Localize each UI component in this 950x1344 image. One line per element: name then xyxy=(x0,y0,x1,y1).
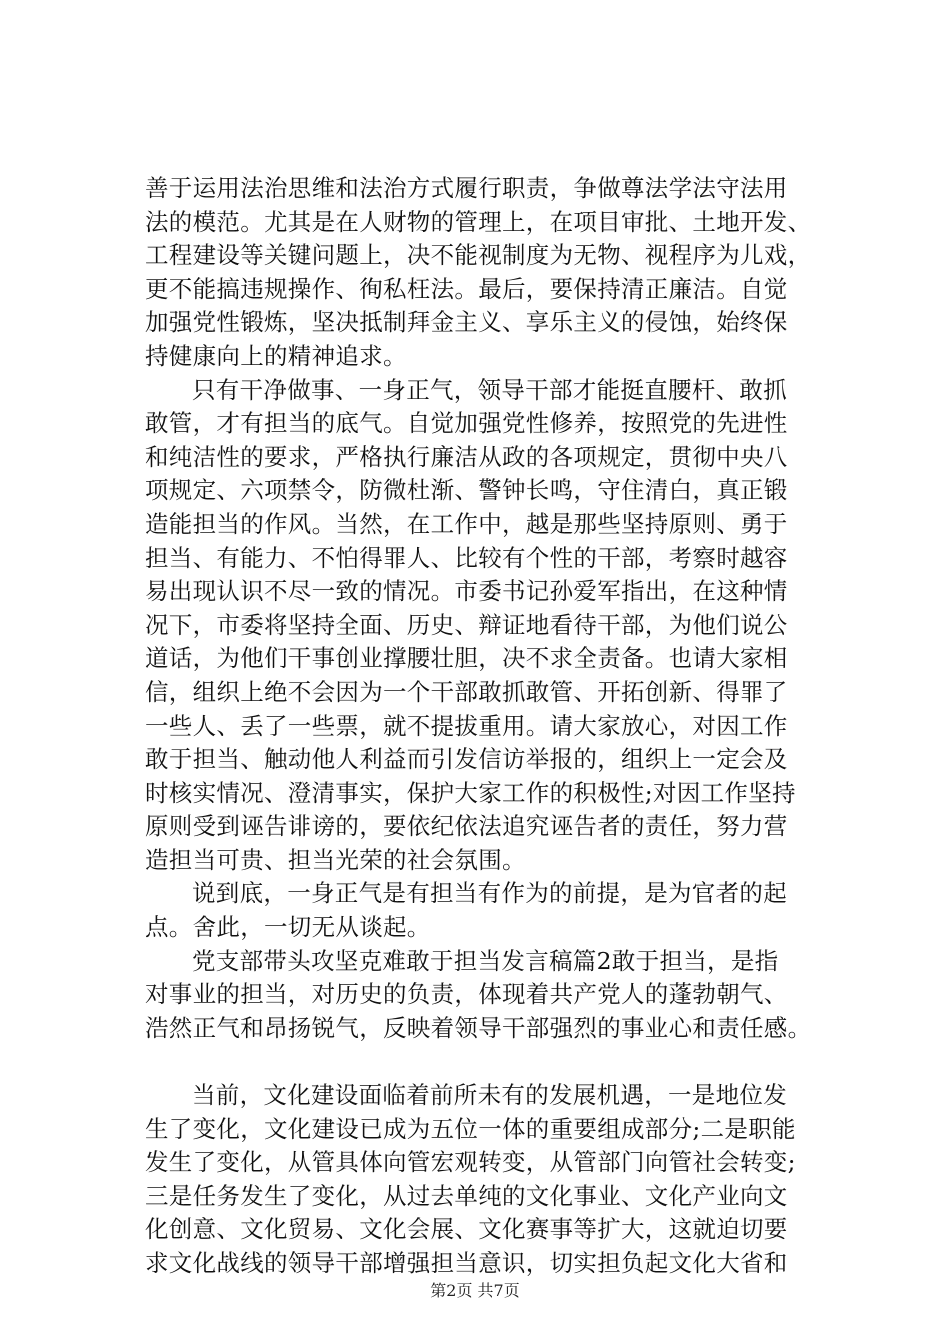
text-line: 三是任务发生了变化，从过去单纯的文化事业、文化产业向文 xyxy=(145,1181,788,1210)
paragraph-first-line: 党支部带头攻坚克难敢于担当发言稿篇2敢于担当，是指 xyxy=(192,946,779,975)
paragraph-first-line: 只有干净做事、一身正气，领导干部才能挺直腰杆、敢抓 xyxy=(192,375,787,404)
text-line: 原则受到诬告诽谤的，要依纪依法追究诬告者的责任，努力营 xyxy=(145,812,788,841)
paragraph-first-line: 当前，文化建设面临着前所未有的发展机遇，一是地位发 xyxy=(192,1081,787,1110)
paragraph-gap xyxy=(145,1045,835,1079)
body-text xyxy=(145,172,835,1281)
text-line: 和纯洁性的要求，严格执行廉洁从政的各项规定，贯彻中央八 xyxy=(145,442,788,471)
text-line: 生了变化，文化建设已成为五位一体的重要组成部分;二是职能 xyxy=(145,1114,796,1143)
text-line: 造担当可贵、担当光荣的社会氛围。 xyxy=(145,845,526,874)
text-line: 点。舍此，一切无从谈起。 xyxy=(145,913,431,942)
text-line: 工程建设等关键问题上，决不能视制度为无物、视程序为儿戏， xyxy=(145,241,812,270)
text-line: 加强党性锻炼，坚决抵制拜金主义、享乐主义的侵蚀，始终保 xyxy=(145,308,788,337)
text-line: 善于运用法治思维和法治方式履行职责，争做尊法学法守法用 xyxy=(145,174,788,202)
text-line: 造能担当的作风。当然，在工作中，越是那些坚持原则、勇于 xyxy=(145,509,788,538)
page-number-footer: 第2页 共7页 xyxy=(430,1281,520,1300)
text-line: 担当、有能力、不怕得罪人、比较有个性的干部，考察时越容 xyxy=(145,543,788,572)
text-line: 信，组织上绝不会因为一个干部敢抓敢管、开拓创新、得罪了 xyxy=(145,677,788,706)
text-line: 持健康向上的精神追求。 xyxy=(145,341,407,370)
text-line: 道话，为他们干事创业撑腰壮胆，决不求全责备。也请大家相 xyxy=(145,644,788,673)
paragraph-first-line: 说到底，一身正气是有担当有作为的前提，是为官者的起 xyxy=(192,879,787,908)
text-line: 求文化战线的领导干部增强担当意识，切实担负起文化大省和 xyxy=(145,1249,788,1277)
text-line: 敢管，才有担当的底气。自觉加强党性修养，按照党的先进性 xyxy=(145,409,788,438)
text-line: 敢于担当、触动他人利益而引发信访举报的，组织上一定会及 xyxy=(145,745,788,774)
text-line: 对事业的担当，对历史的负责，体现着共产党人的蓬勃朝气、 xyxy=(145,980,788,1009)
text-line: 浩然正气和昂扬锐气，反映着领导干部强烈的事业心和责任感。 xyxy=(145,1013,812,1042)
text-line: 一些人、丢了一些票，就不提拔重用。请大家放心，对因工作 xyxy=(145,711,788,740)
text-line: 易出现认识不尽一致的情况。市委书记孙爱军指出，在这种情 xyxy=(145,577,788,606)
text-line: 化创意、文化贸易、文化会展、文化赛事等扩大，这就迫切要 xyxy=(145,1215,788,1244)
text-line: 发生了变化，从管具体向管宏观转变，从管部门向管社会转变; xyxy=(145,1148,796,1177)
text-line: 更不能搞违规操作、徇私枉法。最后，要保持清正廉洁。自觉 xyxy=(145,274,788,303)
text-line: 况下，市委将坚持全面、历史、辩证地看待干部，为他们说公 xyxy=(145,610,788,639)
text-line: 时核实情况、澄清事实，保护大家工作的积极性;对因工作坚持 xyxy=(145,778,796,807)
text-line: 项规定、六项禁令，防微杜渐、警钟长鸣，守住清白，真正锻 xyxy=(145,476,788,505)
text-line: 法的模范。尤其是在人财物的管理上，在项目审批、土地开发、 xyxy=(145,207,812,236)
